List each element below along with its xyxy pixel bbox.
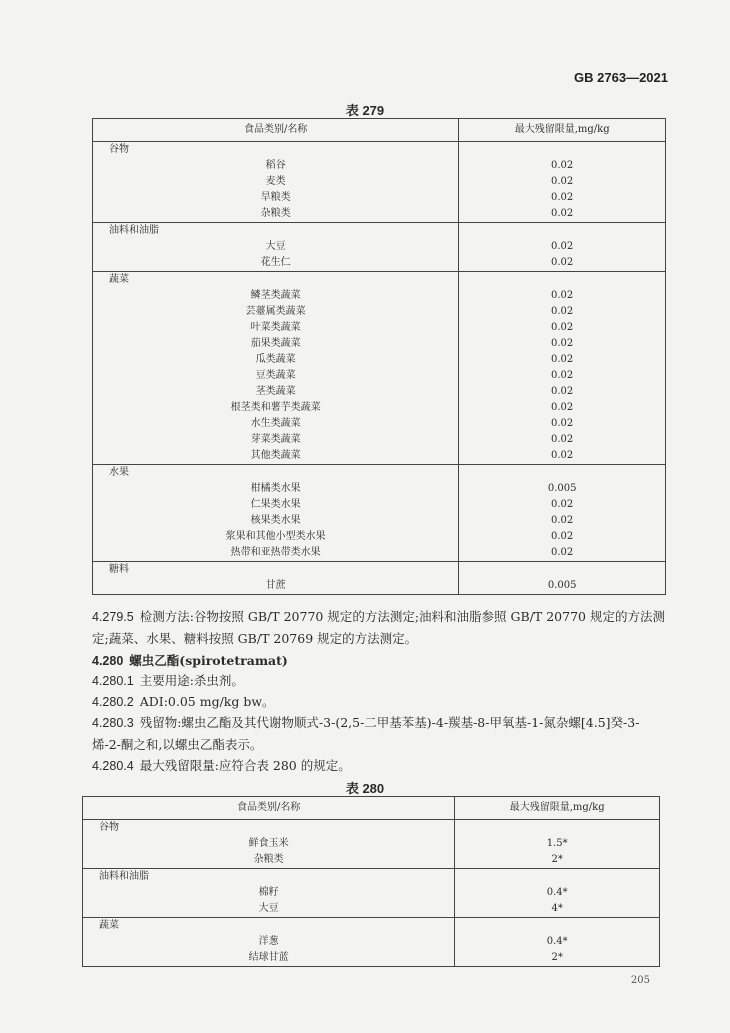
limit-value: 2* <box>455 950 660 967</box>
table-row <box>93 352 666 368</box>
category-row <box>93 223 666 240</box>
limit-value: 0.02 <box>459 416 666 432</box>
category-name: 糖料 <box>93 562 459 579</box>
table-row <box>93 368 666 384</box>
category-row <box>93 562 666 579</box>
food-name: 豆类蔬菜 <box>93 368 459 384</box>
section-text: 最大残留限量:应符合表 280 的规定。 <box>139 758 351 773</box>
limit-value: 0.02 <box>459 158 666 174</box>
limit-value: 0.02 <box>459 288 666 304</box>
food-name: 杂粮类 <box>83 852 455 869</box>
limit-value: 4* <box>455 901 660 918</box>
table-row <box>93 255 666 272</box>
limit-value: 0.02 <box>459 255 666 272</box>
category-name: 谷物 <box>93 142 459 159</box>
food-name: 茄果类蔬菜 <box>93 336 459 352</box>
food-name: 柑橘类水果 <box>93 481 459 497</box>
food-name: 仁果类水果 <box>93 497 459 513</box>
section-text: 检测方法:谷物按照 GB/T 20770 规定的方法测定;油料和油脂参照 GB/T 20770 规定的方法测定;蔬菜、水果、糖料按照 GB/T 20769 规定的方法测定。 <box>92 609 665 646</box>
column-header-food: 食品类别/名称 <box>93 119 459 142</box>
limit-value: 0.4* <box>455 885 660 901</box>
limit-value: 0.02 <box>459 497 666 513</box>
category-value-empty <box>459 223 666 240</box>
category-name: 谷物 <box>83 820 455 837</box>
table-row <box>93 513 666 529</box>
food-name: 鲜食玉米 <box>83 836 455 852</box>
limit-value: 0.02 <box>459 529 666 545</box>
limit-value: 0.02 <box>459 352 666 368</box>
table-row <box>93 400 666 416</box>
category-name: 油料和油脂 <box>93 223 459 240</box>
section-number: 4.280.1 <box>92 674 134 688</box>
table-row <box>83 836 660 852</box>
category-row <box>83 869 660 886</box>
section-text: ADI:0.05 mg/kg bw。 <box>139 694 275 709</box>
food-name: 大豆 <box>93 239 459 255</box>
table-row <box>93 158 666 174</box>
food-name: 洋葱 <box>83 934 455 950</box>
food-name: 杂粮类 <box>93 206 459 223</box>
table-row <box>93 304 666 320</box>
limit-value: 0.02 <box>459 400 666 416</box>
limit-value: 0.005 <box>459 481 666 497</box>
category-row <box>83 918 660 935</box>
category-name: 蔬菜 <box>93 272 459 289</box>
section-text: 残留物:螺虫乙酯及其代谢物顺式-3-(2,5-二甲基苯基)-4-羰基-8-甲氧基-1-氮杂螺[4.5]癸-3-烯-2-酮之和,以螺虫乙酯表示。 <box>92 715 640 752</box>
table-row <box>93 288 666 304</box>
limit-value: 0.02 <box>459 513 666 529</box>
category-value-empty <box>455 869 660 886</box>
section-4-280-1 <box>92 670 667 692</box>
section-number: 4.280.3 <box>92 716 134 730</box>
standard-code: GB 2763—2021 <box>574 70 668 85</box>
section-number: 4.280.4 <box>92 759 134 773</box>
limit-value: 0.02 <box>459 320 666 336</box>
limit-value: 0.02 <box>459 545 666 562</box>
category-value-empty <box>455 918 660 935</box>
food-name: 结球甘蓝 <box>83 950 455 967</box>
table-row <box>93 174 666 190</box>
limit-value: 0.02 <box>459 239 666 255</box>
table-row <box>93 239 666 255</box>
table-279-title: 表 279 <box>345 103 385 118</box>
limit-value: 0.02 <box>459 336 666 352</box>
table-row <box>93 336 666 352</box>
table-row <box>93 320 666 336</box>
table-279 <box>92 118 666 595</box>
limit-value: 0.02 <box>459 368 666 384</box>
table-row <box>93 497 666 513</box>
section-number: 4.279.5 <box>92 610 134 624</box>
section-text: 主要用途:杀虫剂。 <box>139 673 244 688</box>
table-row <box>93 384 666 400</box>
column-header-limit: 最大残留限量,mg/kg <box>455 797 660 820</box>
section-4-279-5 <box>92 606 667 649</box>
food-name: 叶菜类蔬菜 <box>93 320 459 336</box>
table-row <box>83 852 660 869</box>
category-name: 水果 <box>93 465 459 482</box>
limit-value: 0.02 <box>459 190 666 206</box>
page-number: 205 <box>630 975 650 986</box>
limit-value: 0.02 <box>459 304 666 320</box>
table-row <box>93 448 666 465</box>
table-row <box>93 578 666 595</box>
category-name: 油料和油脂 <box>83 869 455 886</box>
table-row <box>93 529 666 545</box>
limit-value: 0.02 <box>459 206 666 223</box>
table-280-title: 表 280 <box>345 781 385 796</box>
limit-value: 0.02 <box>459 448 666 465</box>
limit-value: 2* <box>455 852 660 869</box>
category-value-empty <box>459 142 666 159</box>
section-number: 4.280.2 <box>92 695 134 709</box>
table-row <box>93 190 666 206</box>
food-name: 旱粮类 <box>93 190 459 206</box>
food-name: 核果类水果 <box>93 513 459 529</box>
food-name: 瓜类蔬菜 <box>93 352 459 368</box>
food-name: 茎类蔬菜 <box>93 384 459 400</box>
category-value-empty <box>459 272 666 289</box>
section-number: 4.280 <box>92 654 124 668</box>
category-value-empty <box>455 820 660 837</box>
column-header-limit: 最大残留限量,mg/kg <box>459 119 666 142</box>
column-header-food: 食品类别/名称 <box>83 797 455 820</box>
food-name: 芽菜类蔬菜 <box>93 432 459 448</box>
category-row <box>83 820 660 837</box>
table-row <box>93 432 666 448</box>
category-row <box>93 272 666 289</box>
table-row <box>93 206 666 223</box>
table-row <box>93 545 666 562</box>
food-name: 棉籽 <box>83 885 455 901</box>
category-value-empty <box>459 562 666 579</box>
food-name: 鳞茎类蔬菜 <box>93 288 459 304</box>
food-name: 根茎类和薯芋类蔬菜 <box>93 400 459 416</box>
limit-value: 0.005 <box>459 578 666 595</box>
category-row <box>93 142 666 159</box>
category-row <box>93 465 666 482</box>
food-name: 甘蔗 <box>93 578 459 595</box>
table-row <box>83 934 660 950</box>
limit-value: 0.02 <box>459 432 666 448</box>
table-row <box>93 481 666 497</box>
food-name: 稻谷 <box>93 158 459 174</box>
section-4-280 <box>92 650 667 672</box>
table-row <box>83 950 660 967</box>
food-name: 芸薹属类蔬菜 <box>93 304 459 320</box>
food-name: 大豆 <box>83 901 455 918</box>
food-name: 其他类蔬菜 <box>93 448 459 465</box>
food-name: 热带和亚热带类水果 <box>93 545 459 562</box>
limit-value: 0.4* <box>455 934 660 950</box>
limit-value: 1.5* <box>455 836 660 852</box>
table-row <box>83 885 660 901</box>
section-4-280-3 <box>92 712 667 755</box>
section-4-280-4 <box>92 755 667 777</box>
food-name: 浆果和其他小型类水果 <box>93 529 459 545</box>
table-row <box>93 416 666 432</box>
category-value-empty <box>459 465 666 482</box>
category-name: 蔬菜 <box>83 918 455 935</box>
limit-value: 0.02 <box>459 384 666 400</box>
food-name: 水生类蔬菜 <box>93 416 459 432</box>
table-row <box>83 901 660 918</box>
section-heading: 螺虫乙酯(spirotetramat) <box>129 653 288 668</box>
section-4-280-2 <box>92 691 667 713</box>
limit-value: 0.02 <box>459 174 666 190</box>
table-280 <box>82 796 660 967</box>
food-name: 麦类 <box>93 174 459 190</box>
food-name: 花生仁 <box>93 255 459 272</box>
